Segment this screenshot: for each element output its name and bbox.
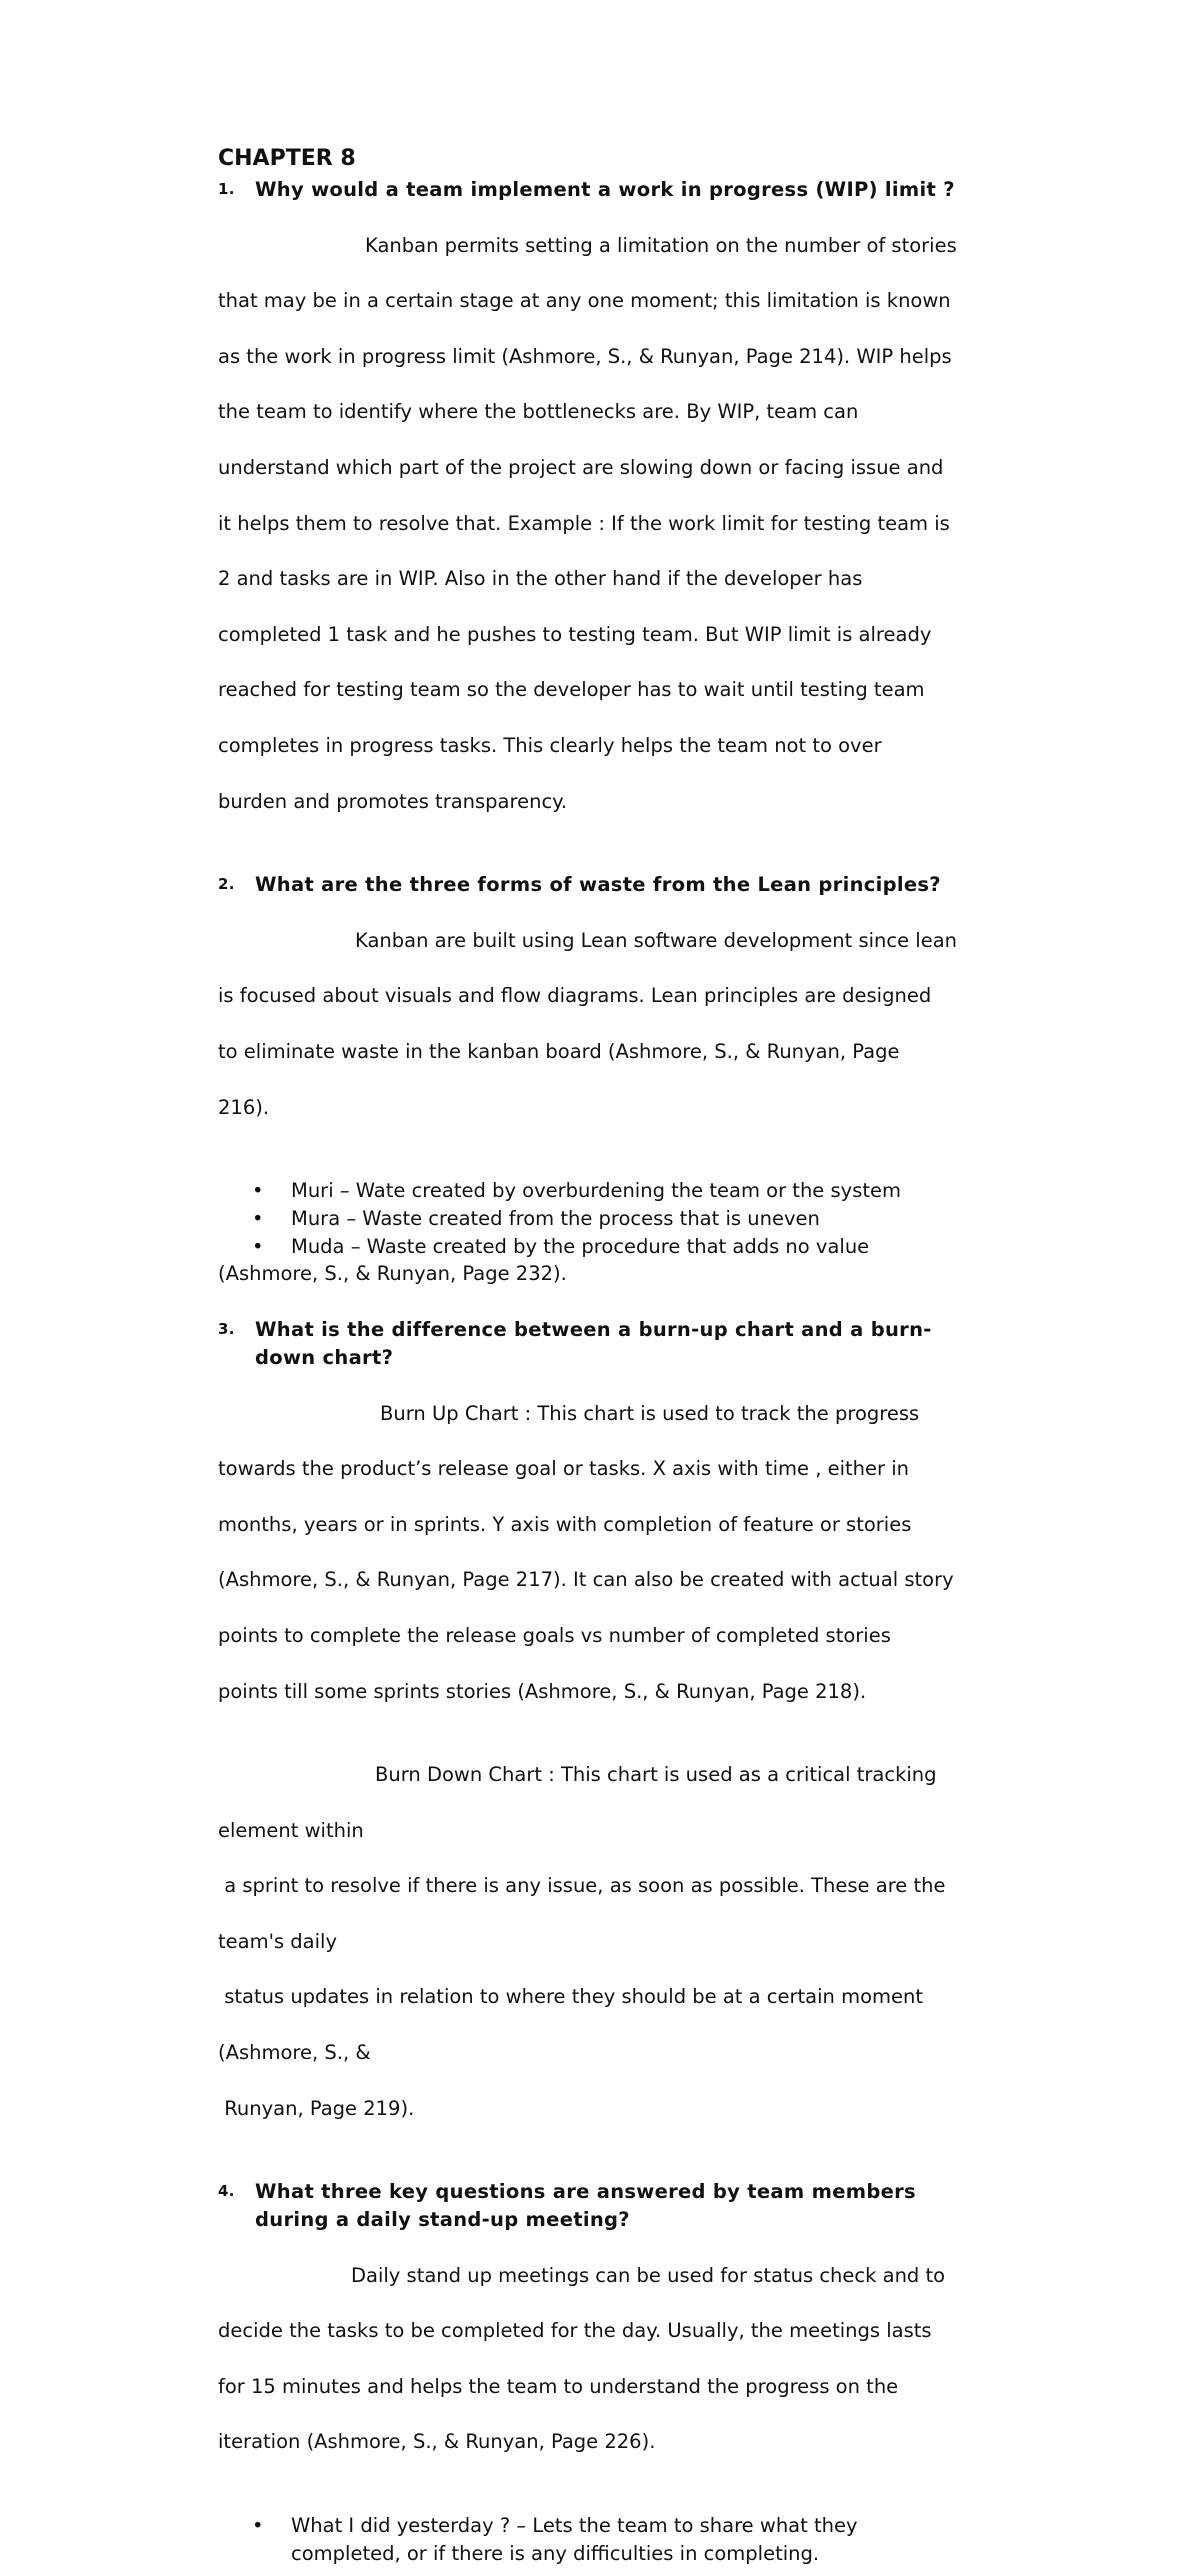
list-item <box>218 1177 1068 1205</box>
answer-line: completes in progress tasks. This clearly helps the team not to over <box>218 733 882 757</box>
spacer <box>218 2484 1068 2512</box>
answer-line: towards the product’s release goal or tasks. X axis with time , either in <box>218 1457 910 1481</box>
question-text: What are the three forms of waste from the Lean principles? <box>255 873 941 897</box>
answer-line: status updates in relation to where they should be at a certain moment <box>218 1985 924 2009</box>
spacer <box>218 2150 1068 2178</box>
list-item-text: Muri – Wate created by overburdening the team or the system <box>291 1179 901 1203</box>
answer-line: is focused about visuals and flow diagrams. Lean principles are designed <box>218 984 932 1008</box>
question-text: during a daily stand-up meeting? <box>255 2207 630 2231</box>
document-content <box>218 142 1068 2568</box>
bullet-icon: • <box>252 1234 264 1258</box>
citation: (Ashmore, S., & Runyan, Page 232). <box>218 1262 567 1286</box>
answer-line: that may be in a certain stage at any one moment; this limitation is known <box>218 289 951 313</box>
answer-line: Burn Down Chart : This chart is used as a critical tracking <box>375 1763 937 1787</box>
answer-line: points till some sprints stories (Ashmore, S., & Runyan, Page 218). <box>218 1679 867 1703</box>
bullet-icon: • <box>252 1179 264 1203</box>
answer-line: team's daily <box>218 1929 338 1953</box>
bullet-icon: • <box>252 1206 264 1230</box>
bullet-icon: • <box>252 2513 264 2537</box>
question-number: 1. <box>218 180 235 198</box>
question-1-answer <box>218 204 1068 843</box>
question-text: Why would a team implement a work in progress (WIP) limit ? <box>255 178 955 201</box>
list-item <box>218 2512 931 2568</box>
spacer <box>218 1288 1068 1316</box>
question-2-title <box>218 871 1068 899</box>
answer-line: (Ashmore, S., & <box>218 2041 371 2064</box>
waste-forms-list <box>218 1177 1068 1260</box>
answer-line: decide the tasks to be completed for the day. Usually, the meetings lasts <box>218 2319 932 2343</box>
answer-line: Burn Up Chart : This chart is used to track the progress <box>380 1401 920 1425</box>
question-number: 2. <box>218 875 235 894</box>
answer-line: as the work in progress limit (Ashmore, S., & Runyan, Page 214). WIP helps <box>218 344 952 368</box>
question-number: 4. <box>218 2182 235 2201</box>
question-4-answer <box>218 2234 1068 2484</box>
spacer <box>218 1149 1068 1177</box>
question-text: down chart? <box>255 1346 394 1370</box>
list-item-text: Muda – Waste created by the procedure that adds no value <box>291 1234 870 1258</box>
answer-line: understand which part of the project are slowing down or facing issue and <box>218 455 944 479</box>
list-item <box>218 1205 1068 1233</box>
list-item-text: Mura – Waste created from the process that is uneven <box>291 1206 820 1230</box>
question-3-title <box>218 1316 1068 1372</box>
spacer <box>218 843 1068 871</box>
answer-line: iteration (Ashmore, S., & Runyan, Page 226). <box>218 2430 656 2454</box>
answer-line: burden and promotes transparency. <box>218 789 568 813</box>
answer-line: 2 and tasks are in WIP. Also in the other hand if the developer has <box>218 567 863 591</box>
answer-line: 216). <box>218 1095 270 1119</box>
answer-line: Kanban permits setting a limitation on the number of stories <box>365 233 957 257</box>
answer-line: a sprint to resolve if there is any issue, as soon as possible. These are the <box>218 1874 946 1898</box>
question-text: What is the difference between a burn-up chart and a burn- <box>255 1318 932 1342</box>
answer-line: Runyan, Page 219). <box>218 2096 415 2120</box>
answer-line: Kanban are built using Lean software development since lean <box>355 928 958 952</box>
list-item-text: What I did yesterday ? – Lets the team to share what they completed, or if there is any difficulties in completing. <box>291 2513 858 2565</box>
answer-line: completed 1 task and he pushes to testing team. But WIP limit is already <box>218 622 932 646</box>
burn-down-answer <box>218 1733 1068 2150</box>
answer-line: months, years or in sprints. Y axis with completion of feature or stories <box>218 1512 912 1536</box>
question-2-answer <box>218 899 1068 1149</box>
question-number: 3. <box>218 1320 235 1339</box>
answer-line: Daily stand up meetings can be used for status check and to <box>351 2263 946 2287</box>
chapter-title: CHAPTER 8 <box>218 146 356 171</box>
question-text: What three key questions are answered by team members <box>255 2180 916 2204</box>
answer-line: to eliminate waste in the kanban board (Ashmore, S., & Runyan, Page <box>218 1039 900 1063</box>
answer-line: reached for testing team so the developer has to wait until testing team <box>218 678 925 702</box>
standup-questions-list <box>218 2512 1068 2568</box>
answer-line: it helps them to resolve that. Example : If the work limit for testing team is <box>218 511 950 535</box>
list-item <box>218 1233 1068 1261</box>
answer-line: (Ashmore, S., & Runyan, Page 217). It can also be created with actual story <box>218 1568 954 1592</box>
answer-line: element within <box>218 1818 364 1842</box>
answer-line: for 15 minutes and helps the team to understand the progress on the <box>218 2374 899 2398</box>
burn-up-answer <box>218 1372 1068 1733</box>
answer-line: points to complete the release goals vs number of completed stories <box>218 1624 891 1648</box>
question-4-title <box>218 2178 1068 2234</box>
answer-line: the team to identify where the bottlenecks are. By WIP, team can <box>218 400 859 424</box>
question-1-title <box>218 176 1068 204</box>
